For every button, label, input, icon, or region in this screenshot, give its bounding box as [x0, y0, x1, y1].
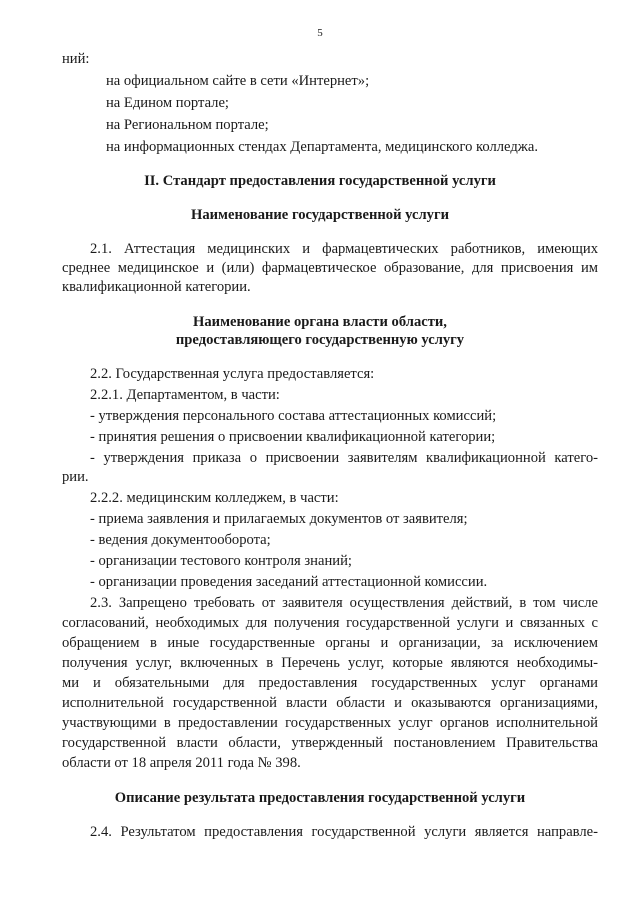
list-item: - утверждения персонального состава аттестационных комиссий; — [90, 408, 497, 424]
list-item: рии. — [62, 469, 89, 485]
paragraph-line: ми и обязательными для предоставления государственных услуг органами — [62, 675, 598, 691]
text-line: 2.2. Государственная услуга предоставляется: — [90, 366, 375, 382]
paragraph-line: 2.3. Запрещено требовать от заявителя осуществления действий, в том числе — [90, 595, 598, 611]
list-item: - приема заявления и прилагаемых документов от заявителя; — [90, 511, 468, 527]
paragraph-line: 2.4. Результатом предоставления государственной услуги является направле- — [90, 824, 598, 840]
paragraph-line: обращением в иные государственные органы и организации, за исключением — [62, 635, 598, 651]
text-line: ний: — [62, 51, 90, 67]
text-line: на официальном сайте в сети «Интернет»; — [106, 73, 370, 89]
text-line: 2.2.1. Департаментом, в части: — [90, 387, 280, 403]
paragraph-line: квалификационной категории. — [62, 279, 251, 295]
text-line: на Едином портале; — [106, 95, 229, 111]
list-item: - организации тестового контроля знаний; — [90, 553, 352, 569]
paragraph-line: 2.1. Аттестация медицинских и фармацевтических работников, имеющих — [90, 241, 598, 257]
paragraph-line: участвующими в предоставлении государственных услуг органов исполнительной — [62, 715, 598, 731]
list-item: - ведения документооборота; — [90, 532, 271, 548]
paragraph-line: получения услуг, включенных в Перечень услуг, которые являются необходимы- — [62, 655, 598, 671]
paragraph-line: области от 18 апреля 2011 года № 398. — [62, 755, 301, 771]
section-title: II. Стандарт предоставления государственной услуги — [144, 173, 496, 189]
heading: предоставляющего государственную услугу — [175, 332, 465, 348]
paragraph-line: согласований, необходимых для получения государственной услуги и связанных с — [62, 615, 598, 631]
heading: Описание результата предоставления государственной услуги — [114, 790, 526, 806]
page-number: 5 — [317, 27, 323, 39]
heading: Наименование органа власти области, — [193, 314, 447, 330]
paragraph-line: государственной власти области, утвержденный постановлением Правительства — [62, 735, 598, 751]
list-item: - утверждения приказа о присвоении заявителям квалификационной катего- — [90, 450, 598, 466]
text-line: 2.2.2. медицинским колледжем, в части: — [90, 490, 339, 506]
list-item: - организации проведения заседаний аттестационной комиссии. — [90, 574, 488, 590]
text-line: на Региональном портале; — [106, 117, 269, 133]
list-item: - принятия решения о присвоении квалификационной категории; — [90, 429, 496, 445]
paragraph-line: исполнительной государственной власти области и оказываются организациями, — [62, 695, 598, 711]
paragraph-line: среднее медицинское и (или) фармацевтическое образование, для присвоения им — [62, 260, 598, 276]
heading: Наименование государственной услуги — [191, 207, 449, 223]
text-line: на информационных стендах Департамента, медицинского колледжа. — [106, 139, 538, 155]
